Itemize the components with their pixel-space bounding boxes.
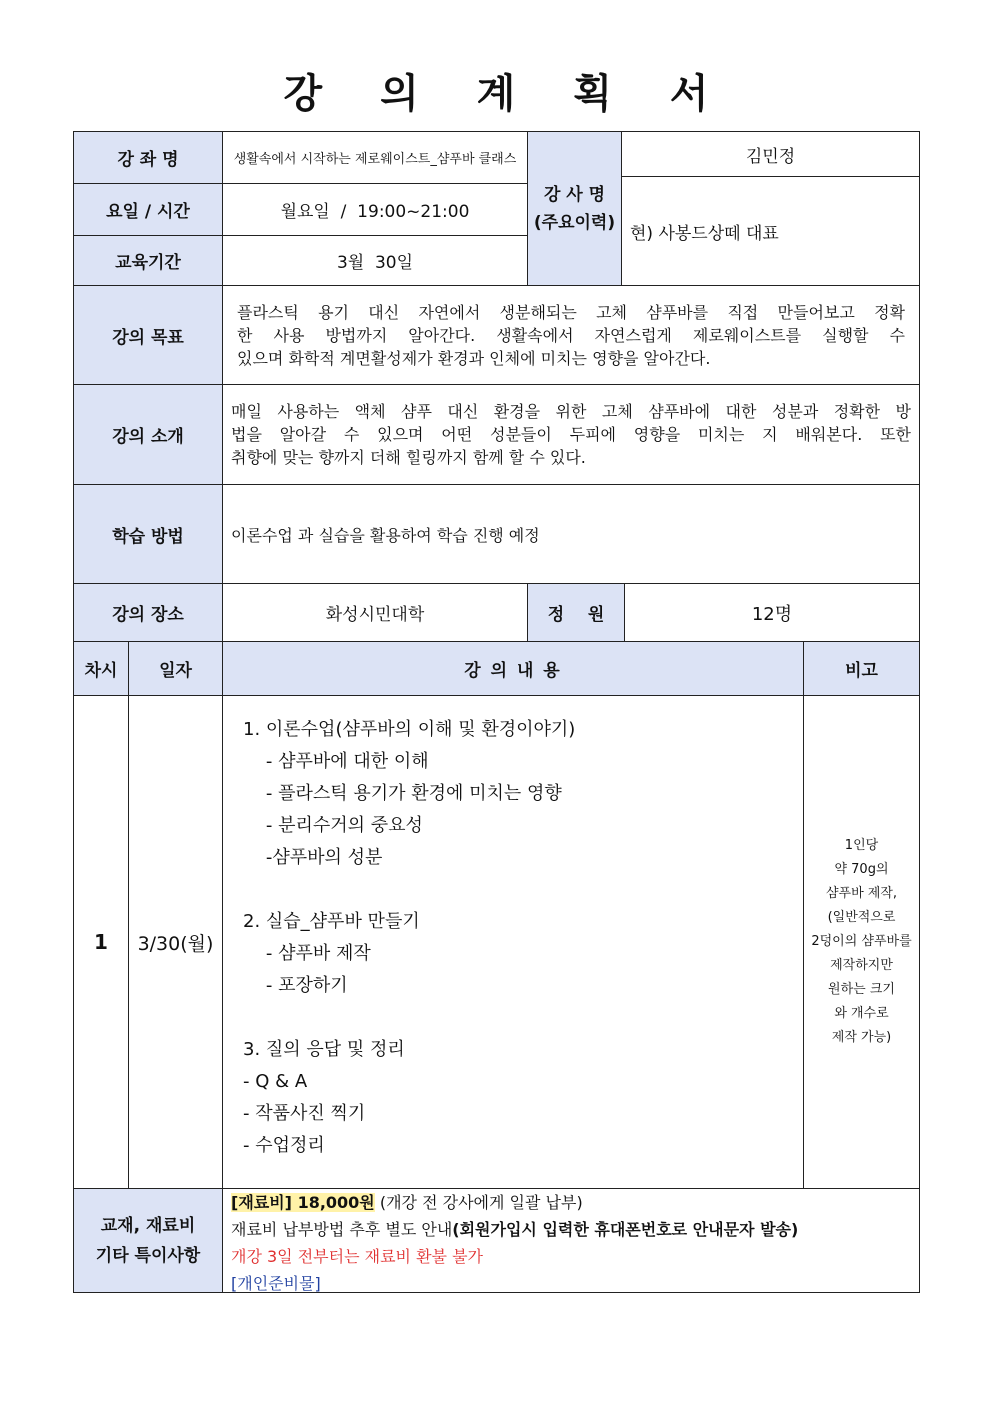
content-line: - 플라스틱 용기가 환경에 미치는 영향 [243, 783, 562, 804]
method-text: 이론수업 과 실습을 활용하여 학습 진행 예정 [222, 484, 920, 584]
schedule-header-content: 강 의 내 용 [222, 641, 804, 696]
intro-text: 매일 사용하는 액체 샴푸 대신 환경을 위한 고체 샴푸바에 대한 성분과 정확한 방 법을 알아갈 수 있으며 어떤 성분들이 두피에 영향을 미치는 지 배워본다. 또한 취향에 맞는 향까지 더해 힐링까지 함께 할 수 있다. [222, 384, 920, 485]
place-label: 강의 장소 [73, 583, 223, 642]
schedule-header-note: 비고 [803, 641, 920, 696]
goal-label: 강의 목표 [73, 285, 223, 385]
schedule-row-content [222, 695, 804, 1189]
intro-label: 강의 소개 [73, 384, 223, 485]
materials-text [222, 1188, 920, 1293]
instructor-name: 김민정 [621, 131, 920, 177]
refund-notice: 개강 3일 전부터는 재료비 환불 불가 [231, 1247, 483, 1266]
page-title: 강 의 계 획 서 [283, 71, 731, 117]
fee-note: (개강 전 강사에게 일괄 납부) [374, 1193, 583, 1212]
content-line: 3. 질의 응답 및 정리 [243, 1039, 405, 1060]
content-line: 1. 이론수업(샴푸바의 이해 및 환경이야기) [243, 719, 576, 740]
content-line: - 분리수거의 중요성 [243, 815, 423, 836]
period-value: 3월 30일 [222, 235, 528, 286]
fee-tag: [재료비] 18,000원 [231, 1193, 375, 1212]
place-value: 화성시민대학 [222, 583, 528, 642]
content-line: - 샴푸바에 대한 이해 [243, 751, 429, 772]
period-label: 교육기간 [73, 235, 223, 286]
capacity-value: 12명 [624, 583, 920, 642]
payment-line: 재료비 납부방법 추후 별도 안내(회원가입시 입력한 휴대폰번호로 안내문자 발송) [231, 1220, 799, 1239]
content-line: - 포장하기 [243, 975, 348, 996]
personal-items: [개인준비물] [231, 1274, 321, 1293]
content-line: - Q & A [243, 1071, 308, 1092]
schedule-row-date: 3/30(월) [128, 695, 223, 1189]
method-label: 학습 방법 [73, 484, 223, 584]
course-name-label: 강 좌 명 [73, 131, 223, 184]
content-line [243, 874, 575, 906]
materials-label: 교재, 재료비 기타 특이사항 [73, 1188, 223, 1293]
capacity-label: 정 원 [527, 583, 625, 642]
instructor-label: 강 사 명 (주요이력) [527, 131, 622, 286]
fee-line [231, 1189, 583, 1216]
schedule-header-date: 일자 [128, 641, 223, 696]
course-name-value: 생활속에서 시작하는 제로웨이스트_샴푸바 클래스 [222, 131, 528, 184]
schedule-header-session: 차시 [73, 641, 129, 696]
day-time-label: 요일 / 시간 [73, 183, 223, 236]
goal-text: 플라스틱 용기 대신 자연에서 생분해되는 고체 샴푸바를 직접 만들어보고 정확 한 사용 방법까지 알아간다. 생활속에서 자연스럽게 제로웨이스트를 실행할 수 있으며 화학적 계면활성제가 환경과 인체에 미치는 영향을 알아간다. [222, 285, 920, 385]
content-line [243, 1002, 575, 1034]
content-line: - 수업정리 [243, 1135, 325, 1156]
day-time-value: 월요일 / 19:00~21:00 [222, 183, 528, 236]
content-line: - 샴푸바 제작 [243, 943, 371, 964]
content-line: - 작품사진 찍기 [243, 1103, 366, 1124]
content-line: -샴푸바의 성분 [243, 847, 383, 868]
content-line: 2. 실습_샴푸바 만들기 [243, 911, 420, 932]
schedule-row-note: 1인당 약 70g의 샴푸바 제작, (일반적으로 2덩이의 샴푸바를 제작하지만 원하는 크기 와 개수로 제작 가능) [803, 695, 920, 1189]
schedule-row-session: 1 [73, 695, 129, 1189]
instructor-career: 현) 사봉드상떼 대표 [621, 176, 920, 286]
